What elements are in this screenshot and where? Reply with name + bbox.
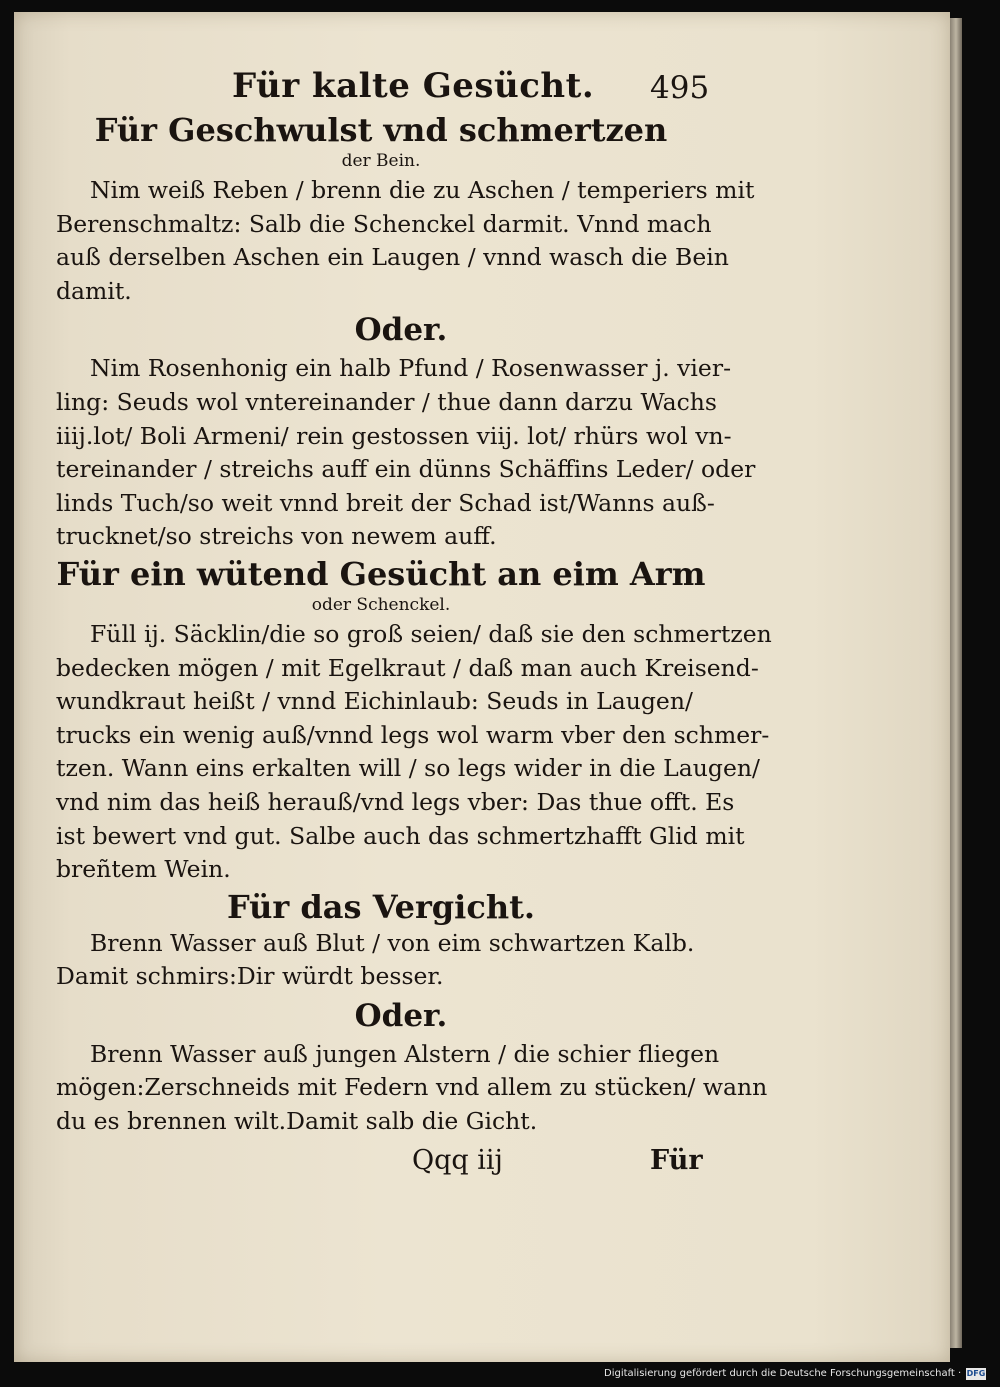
digitization-credit: Digitalisierung gefördert durch die Deutsche Forschungsgemeinschaft · <box>604 1368 962 1379</box>
text-line: Nim Rosenhonig ein halb Pfund / Rosenwasser j. vier- <box>90 354 732 383</box>
text-line: iiij.lot/ Boli Armeni/ rein gestossen viij. lot/ rhürs wol vn- <box>56 421 732 450</box>
running-title: Für kalte Gesücht. <box>232 66 595 106</box>
section-heading: Für das Vergicht. <box>227 887 535 926</box>
text-line: damit. <box>56 276 132 305</box>
page-number: 495 <box>650 70 710 106</box>
section-heading: Für ein wütend Gesücht an eim Arm <box>56 554 706 593</box>
text-line: wundkraut heißt / vnnd Eichinlaub: Seuds in Laugen/ <box>56 687 693 716</box>
signature-mark: Qqq iij <box>412 1144 503 1176</box>
paragraph <box>56 1038 768 1139</box>
paragraph <box>56 174 755 308</box>
page-edge <box>950 18 962 1348</box>
text-line: Berenschmaltz: Salb die Schenckel darmit. Vnnd mach <box>56 209 712 238</box>
text-line: bedecken mögen / mit Egelkraut / daß man auch Kreisend- <box>56 653 759 682</box>
text-line: Brenn Wasser auß Blut / von eim schwartzen Kalb. <box>90 928 695 957</box>
section-heading: Oder. <box>354 997 448 1034</box>
text-line: breñtem Wein. <box>56 855 231 884</box>
text-line: Nim weiß Reben / brenn die zu Aschen / temperiers mit <box>90 176 755 204</box>
text-line: Brenn Wasser auß jungen Alstern / die schier fliegen <box>90 1039 720 1068</box>
text-line: du es brennen wilt.Damit salb die Gicht. <box>56 1107 538 1136</box>
text-line: auß derselben Aschen ein Laugen / vnnd wasch die Bein <box>56 243 729 272</box>
section-heading: Oder. <box>354 312 448 349</box>
section-heading: Für Geschwulst vnd schmertzen <box>94 111 668 149</box>
dfg-logo-icon: DFG <box>966 1369 986 1378</box>
section-subheading: oder Schenckel. <box>311 594 451 615</box>
section-subheading: der Bein. <box>341 151 421 171</box>
text-line: Füll ij. Säcklin/die so groß seien/ daß sie den schmertzen <box>90 619 772 648</box>
text-line: mögen:Zerschneids mit Federn vnd allem zu stücken/ wann <box>56 1073 768 1102</box>
catchword: Für <box>650 1144 703 1176</box>
text-line: tzen. Wann eins erkalten will / so legs wider in die Laugen/ <box>56 754 760 783</box>
text-line: vnd nim das heiß herauß/vnd legs vber: Das thue offt. Es <box>56 787 735 816</box>
text-line: tereinander / streichs auff ein dünns Schäffins Leder/ oder <box>56 455 756 484</box>
text-line: ist bewert vnd gut. Salbe auch das schmertzhafft Glid mit <box>56 821 745 850</box>
text-line: Damit schmirs:Dir würdt besser. <box>56 962 444 991</box>
page-text <box>56 62 772 1183</box>
text-line: linds Tuch/so weit vnnd breit der Schad ist/Wanns auß- <box>56 488 715 517</box>
text-line: ling: Seuds wol vntereinander / thue dann darzu Wachs <box>56 387 717 416</box>
paragraph <box>56 927 706 994</box>
page-footer <box>56 1143 706 1183</box>
paragraph <box>56 618 772 887</box>
running-head <box>56 62 710 110</box>
text-line: trucks ein wenig auß/vnnd legs wol warm vber den schmer- <box>56 720 770 749</box>
paragraph <box>56 352 756 554</box>
text-line: trucknet/so streichs von newem auff. <box>56 522 497 551</box>
